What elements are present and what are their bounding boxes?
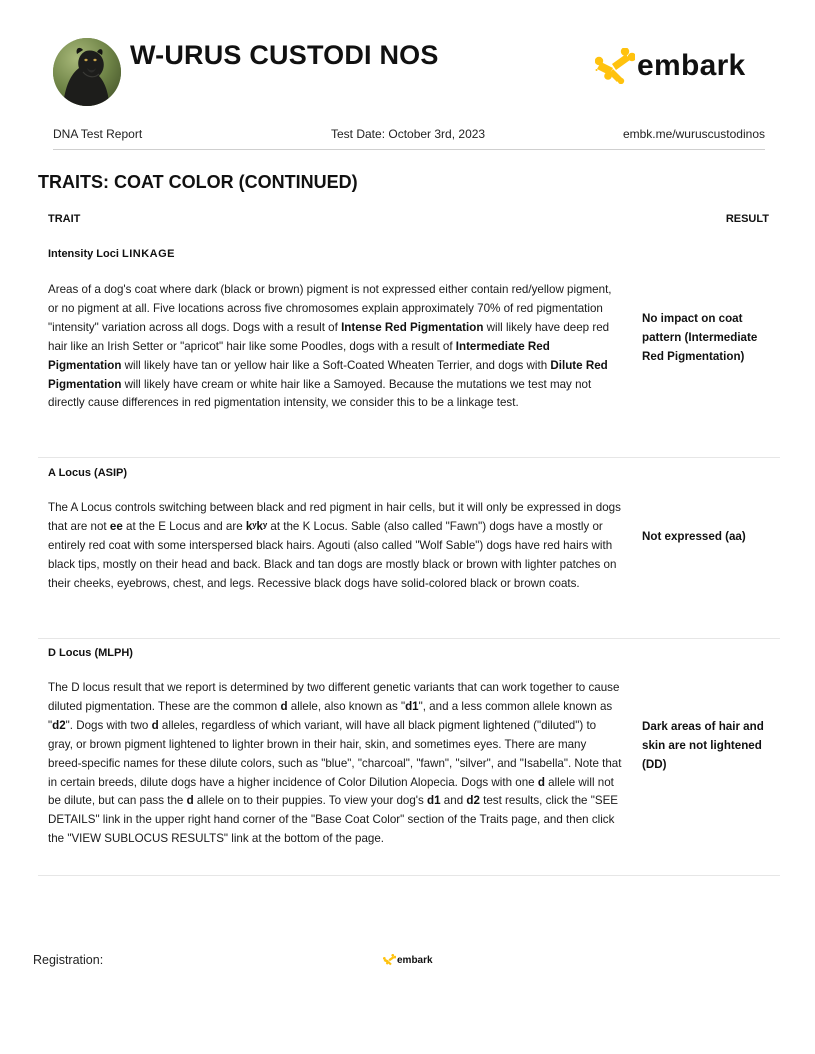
embark-logo xyxy=(595,44,746,88)
emphasis-text: kʸkʸ xyxy=(245,519,268,533)
dog-avatar xyxy=(53,38,121,106)
trait-name: A Locus (ASIP) xyxy=(48,467,128,479)
trait-result: Dark areas of hair and skin are not lightened (DD) xyxy=(642,720,764,771)
trait-divider xyxy=(38,875,780,876)
emphasis-text: d1 xyxy=(427,794,441,808)
emphasis-text: ee xyxy=(109,519,123,533)
trait-result: Not expressed (aa) xyxy=(642,530,746,543)
emphasis-text: Intermediate Red Pigmentation xyxy=(48,339,550,372)
emphasis-text: d1 xyxy=(405,699,419,713)
trait-row-d-locus xyxy=(38,639,780,876)
emphasis-text: d xyxy=(186,794,194,808)
emphasis-text: d2 xyxy=(52,718,66,732)
trait-name xyxy=(48,248,175,260)
report-header xyxy=(0,0,815,150)
test-date: Test Date: October 3rd, 2023 xyxy=(331,127,486,141)
footer-wordmark: embark xyxy=(397,954,433,966)
registration-label: Registration: xyxy=(33,953,104,967)
embark-bone-logo-icon xyxy=(595,48,635,84)
dog-photo-icon xyxy=(53,38,121,106)
trait-description: Areas of a dog's coat where dark (black or brown) pigment is not expressed either contain red/yellow pigment, or no pigment at all. Five locations across five chromosomes explain approximately 70% of red pigmentation "intensity" variation across all dogs. Dogs with a result of Intense Red Pigmentation will likely have deep red hair like an Irish Setter or "apricot" hair like some Poodles, dogs with a result of Intermediate Red Pigmentation will likely have tan or yellow hair like a Soft-Coated Wheaten Terrier, and dogs with Dilute Red Pigmentation will likely have cream or white hair like a Samoyed. Because the mutations we test may not directly cause differences in red pigmentation intensity, we consider this to be a linkage test. xyxy=(48,283,612,410)
trait-row-intensity-loci xyxy=(38,240,780,458)
emphasis-text: Dilute Red Pigmentation xyxy=(48,358,608,391)
trait-result: No impact on coat pattern (Intermediate Red Pigmentation) xyxy=(642,312,758,363)
trait-description: The D locus result that we report is determined by two different genetic variants that can work together to cause diluted pigmentation. These are the common d allele, also known as "d1", and a less common allele known as "d2". Dogs with two d alleles, regardless of which variant, will have all black pigment lightened ("diluted") to gray, or brown pigment lightened to lighter brown in their hair, skin, and sometimes eyes. There are many breed-specific names for these dilute colors, such as "blue", "charcoal", "fawn", "silver", and "Isabella". Note that in certain breeds, dilute dogs have a higher incidence of Color Dilution Alopecia. Dogs with one d allele will not be dilute, but can pass the d allele on to their puppies. To view your dog's d1 and d2 test results, click the "SEE DETAILS" link in the upper right hand corner of the "Base Coat Color" section of the Traits page, and then click the "VIEW SUBLOCUS RESULTS" link at the bottom of the page. xyxy=(48,681,622,846)
report-meta xyxy=(53,127,765,143)
trait-description: The A Locus controls switching between black and red pigment in hair cells, but it will only be expressed in dogs that are not ee at the E Locus and are kʸkʸ at the K Locus. Sable (also called "Fawn") dogs have a mostly or entirely red coat with some interspersed black hairs. Agouti (also called "Wolf Sable") dogs have red hairs with black tips, mostly on their head and back. Black and tan dogs are mostly black or brown with lighter patches on their cheeks, eyebrows, chest, and legs. Recessive black dogs have solid-colored black or brown coats. xyxy=(48,501,621,590)
header-divider xyxy=(53,149,765,150)
emphasis-text: d xyxy=(537,775,545,789)
footer-embark-logo xyxy=(383,954,433,966)
embark-bone-logo-icon xyxy=(383,954,396,966)
emphasis-text: Intense Red Pigmentation xyxy=(341,320,484,334)
report-label: DNA Test Report xyxy=(53,127,143,141)
brand-wordmark: embark xyxy=(637,49,746,82)
result-column-header: RESULT xyxy=(725,213,769,225)
dog-name: W-URUS CUSTODI NOS xyxy=(130,40,439,70)
emphasis-text: d xyxy=(280,699,288,713)
trait-name-text: Intensity Loci xyxy=(48,248,119,260)
trait-column-header: TRAIT xyxy=(48,213,81,225)
emphasis-text: d xyxy=(151,718,159,732)
emphasis-text: d2 xyxy=(466,794,480,808)
trait-row-a-locus xyxy=(38,458,780,639)
profile-link[interactable]: embk.me/wuruscustodinos xyxy=(622,127,765,141)
trait-name: D Locus (MLPH) xyxy=(48,647,133,659)
linkage-tag: LINKAGE xyxy=(121,248,175,260)
section-title: TRAITS: COAT COLOR (CONTINUED) xyxy=(38,172,358,192)
